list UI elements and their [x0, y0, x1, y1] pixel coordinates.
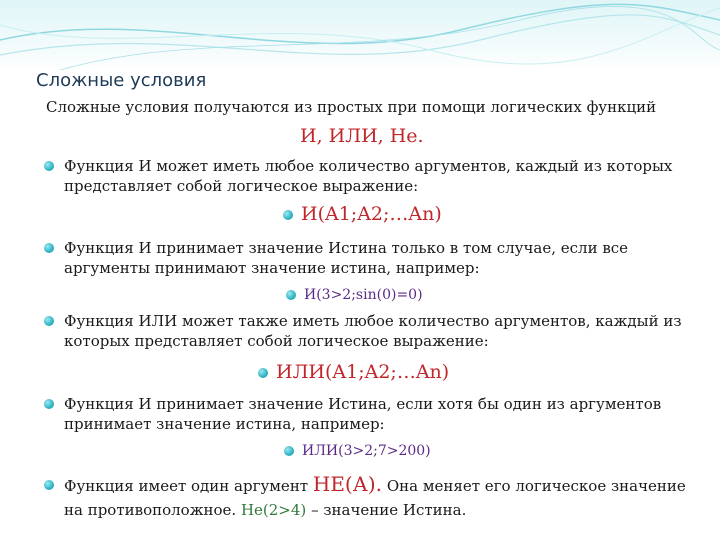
- bullet-or-true: [44, 394, 694, 434]
- bullet-icon: [283, 210, 293, 220]
- decorative-header-band: [0, 0, 720, 70]
- example-and: [286, 284, 486, 305]
- not-text-before: Функция имеет один аргумент: [64, 477, 309, 495]
- bullet-text: Функция И принимает значение Истина, если хотя бы один из аргументов принимает значение истина, например:: [64, 395, 662, 433]
- example-or: [284, 440, 484, 461]
- bullet-icon: [286, 290, 296, 300]
- formula-or: [258, 362, 498, 383]
- formula-text: И(A1;A2;…An): [301, 203, 442, 225]
- bullet-text: Функция И может иметь любое количество аргументов, каждый из которых представляет собой логическое выражение:: [64, 157, 673, 195]
- bullet-text: Функция ИЛИ может также иметь любое количество аргументов, каждый из которых представляет собой логическое выражение:: [64, 312, 682, 350]
- bullet-icon: [284, 446, 294, 456]
- bullet-and-true: [44, 238, 694, 278]
- formula-text: ИЛИ(A1;A2;…An): [276, 361, 450, 383]
- intro-functions: И, ИЛИ, Не.: [300, 125, 424, 147]
- bullet-icon: [44, 243, 54, 253]
- example-text: И(3>2;sin(0)=0): [304, 287, 423, 303]
- bullet-icon: [44, 480, 54, 490]
- bullet-text: Функция И принимает значение Истина только в том случае, если все аргументы принимают значение истина, например:: [64, 239, 629, 277]
- bullet-icon: [44, 316, 54, 326]
- bullet-not: [44, 472, 694, 522]
- bullet-or-args: [44, 311, 694, 351]
- not-text-after: Она меняет его логическое значение на противоположное.: [64, 477, 686, 519]
- bullet-and-args: [44, 156, 694, 196]
- slide-title: Сложные условия: [36, 70, 207, 91]
- formula-and: [283, 204, 483, 225]
- bullet-icon: [44, 399, 54, 409]
- bullet-icon: [258, 368, 268, 378]
- wave-decoration: [0, 0, 720, 70]
- intro-text: Сложные условия получаются из простых при помощи логических функций: [46, 98, 657, 116]
- bullet-icon: [44, 161, 54, 171]
- not-function: НЕ(А).: [312, 472, 383, 496]
- not-example: Не(2>4): [240, 501, 307, 519]
- example-text: ИЛИ(3>2;7>200): [302, 443, 431, 459]
- not-result: – значение Истина.: [311, 501, 467, 519]
